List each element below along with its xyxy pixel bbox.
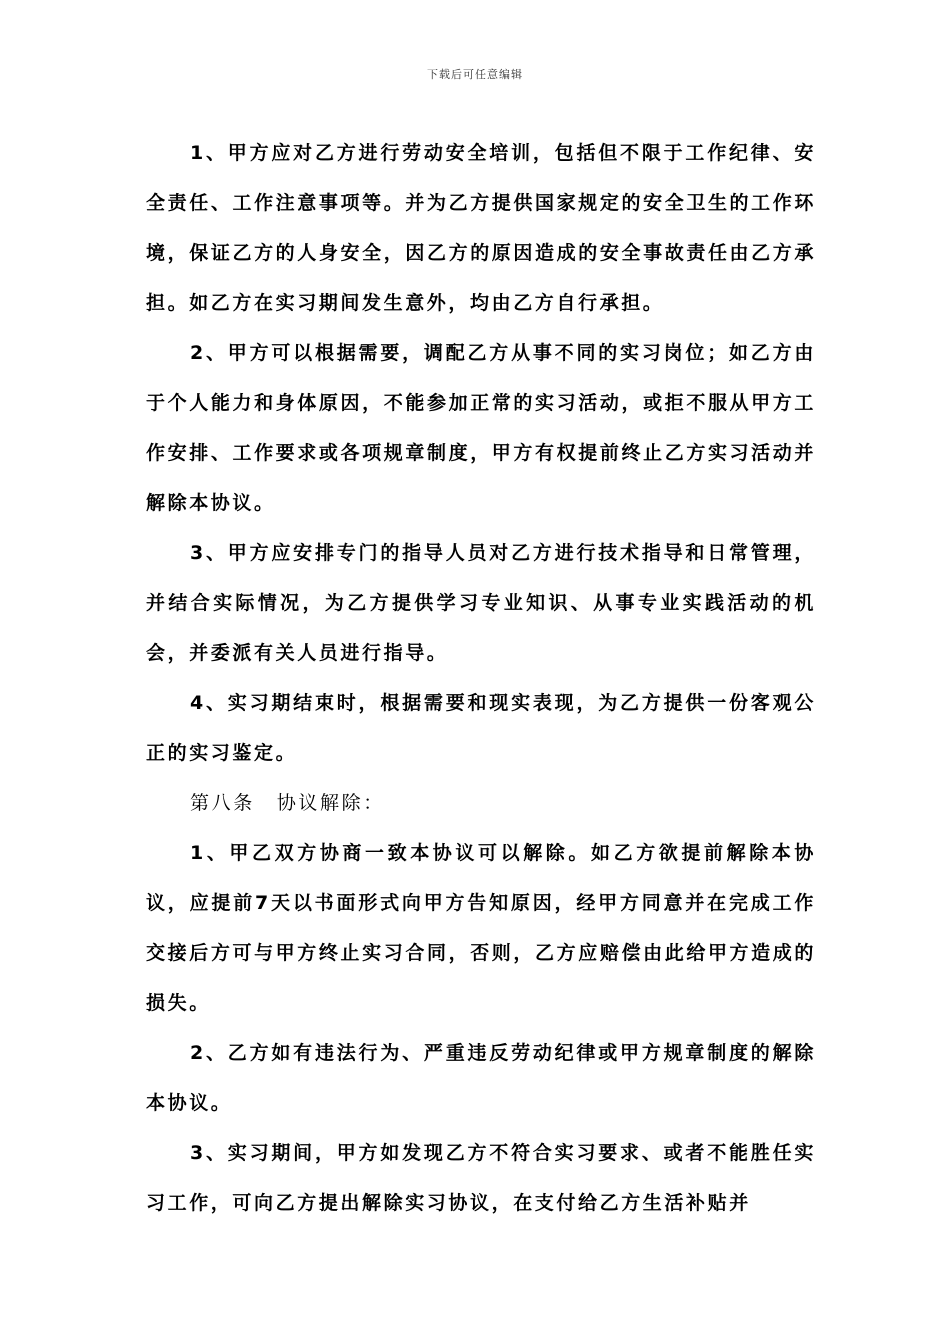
section-title: 协议解除：	[276, 792, 385, 814]
section-heading	[146, 778, 816, 828]
clause-paragraph: 4、实习期结束时，根据需要和现实表现，为乙方提供一份客观公正的实习鉴定。	[146, 692, 816, 764]
section-number: 第八条	[190, 792, 255, 814]
header-note: 下载后可任意编辑	[427, 68, 523, 81]
clause-paragraph: 1、甲乙双方协商一致本协议可以解除。如乙方欲提前解除本协议，应提前7天以书面形式向甲方告知原因，经甲方同意并在完成工作交接后方可与甲方终止实习合同，否则，乙方应赔偿由此给甲方造成的损失。	[146, 842, 816, 1014]
document-body	[146, 128, 816, 1228]
clause-paragraph: 3、甲方应安排专门的指导人员对乙方进行技术指导和日常管理，并结合实际情况，为乙方提供学习专业知识、从事专业实践活动的机会，并委派有关人员进行指导。	[146, 542, 816, 664]
clause-paragraph: 1、甲方应对乙方进行劳动安全培训，包括但不限于工作纪律、安全责任、工作注意事项等。并为乙方提供国家规定的安全卫生的工作环境，保证乙方的人身安全，因乙方的原因造成的安全事故责任由乙方承担。如乙方在实习期间发生意外，均由乙方自行承担。	[146, 142, 816, 314]
clause-paragraph: 2、乙方如有违法行为、严重违反劳动纪律或甲方规章制度的解除本协议。	[146, 1042, 816, 1114]
clause-paragraph: 3、实习期间，甲方如发现乙方不符合实习要求、或者不能胜任实习工作，可向乙方提出解除实习协议，在支付给乙方生活补贴并	[146, 1142, 816, 1214]
clause-paragraph: 2、甲方可以根据需要，调配乙方从事不同的实习岗位；如乙方由于个人能力和身体原因，不能参加正常的实习活动，或拒不服从甲方工作安排、工作要求或各项规章制度，甲方有权提前终止乙方实习活动并解除本协议。	[146, 342, 816, 514]
